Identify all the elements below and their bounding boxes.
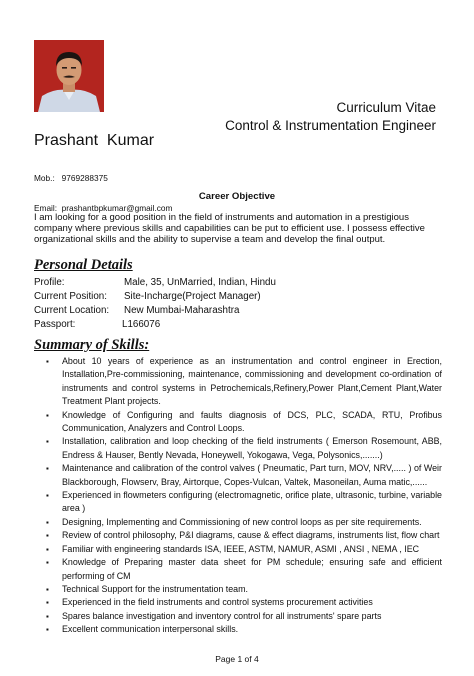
list-item (46, 529, 442, 542)
list-item (46, 409, 442, 436)
bullet-icon: ▪ (46, 625, 49, 635)
skill-text: Knowledge of Preparing master data sheet for PM schedule; ensuring safe and efficient performing of CM (62, 557, 442, 581)
personal-value: Male, 35, UnMarried, Indian, Hindu (124, 277, 276, 288)
bullet-icon: ▪ (46, 584, 49, 594)
bullet-icon: ▪ (46, 517, 49, 527)
personal-row-position (34, 291, 261, 303)
bullet-icon: ▪ (46, 410, 49, 420)
bullet-icon: ▪ (46, 464, 49, 474)
skill-text: Familiar with engineering standards ISA, IEEE, ASTM, NAMUR, ASMI , ANSI , NEMA , IEC (62, 543, 420, 554)
list-item (46, 516, 442, 529)
personal-label: Current Location: (34, 305, 110, 316)
skill-text: Spares balance investigation and inventory control for all instruments' spare parts (62, 610, 382, 621)
skill-text: Maintenance and calibration of the control valves ( Pneumatic, Part turn, MOV, NRV,..... ) of Weir Blackborough, Flowserv, Bray, Airtorque, Copes-Vulcan, Valtek, Masoneilan, Auma matic,...... (62, 463, 442, 487)
personal-details-heading: Personal Details (34, 257, 133, 273)
career-objective-heading: Career Objective (198, 191, 276, 202)
list-item (46, 610, 442, 623)
personal-label: Profile: (34, 277, 65, 288)
page-number: Page 1 of 4 (215, 654, 259, 664)
personal-row-passport (34, 319, 161, 331)
list-item (46, 543, 442, 556)
bullet-icon: ▪ (46, 357, 49, 366)
skill-text: Experienced in the field instruments and control systems procurement activities (62, 597, 373, 608)
list-item (46, 556, 442, 583)
list-item (46, 489, 442, 516)
skill-text: About 10 years of experience as an instrumentation and control engineer in Erection, Installation,Pre-commissioning, maintenance, commissioning and development co-ordination of instruments and control systems in Petrochemicals,Refinery,Power Plant,Cement Plant,Water Treatment Plant projects. (62, 356, 442, 407)
skill-text: Experienced in flowmeters configuring (electromagnetic, orifice plate, ultrasonic, turbine, variable area ) (62, 490, 442, 514)
mobile-number: Mob.: 9769288375 (34, 173, 108, 183)
personal-value: L166076 (122, 319, 161, 330)
skill-text: Knowledge of Configuring and faults diagnosis of DCS, PLC, SCADA, RTU, Profibus Communication, Analyzers and Control Loops. (62, 409, 442, 434)
bullet-icon: ▪ (46, 491, 49, 501)
personal-value: New Mumbai-Maharashtra (124, 305, 240, 316)
skills-list (46, 355, 442, 637)
list-item (46, 462, 442, 489)
personal-value: Site-Incharge(Project Manager) (124, 291, 261, 302)
bullet-icon: ▪ (46, 598, 49, 608)
bullet-icon: ▪ (46, 544, 49, 554)
skill-text: Review of control philosophy, P&I diagrams, cause & effect diagrams, instruments list, flow chart (62, 530, 440, 541)
bullet-icon: ▪ (46, 437, 49, 447)
skill-text: Technical Support for the instrumentation team. (62, 583, 248, 594)
personal-row-location (34, 305, 240, 317)
job-title: Control & Instrumentation Engineer (225, 118, 436, 133)
career-objective-text: I am looking for a good position in the field of instruments and automation in a prestigious company where previous skills and capabilities can be put to efficient use. I possess effective organizational skills and the ability to supervise a team and develop the final output. (34, 212, 425, 245)
skill-text: Installation, calibration and loop checking of the field instruments ( Emerson Rosemount, ABB, Endress & Hauser, Bently Nevada, Honeywell, Yokogawa, Vega, Polysonics,.......) (62, 436, 442, 460)
list-item (46, 596, 442, 609)
skill-text: Excellent communication interpersonal skills. (62, 624, 239, 635)
list-item (46, 623, 442, 636)
document-title: Curriculum Vitae (336, 100, 436, 115)
email-address: Email: prashantbpkumar@gmail.com (34, 203, 173, 213)
profile-photo (34, 40, 104, 112)
list-item (46, 355, 442, 409)
bullet-icon: ▪ (46, 611, 49, 621)
skills-heading: Summary of Skills: (34, 337, 150, 353)
personal-row-profile (34, 277, 276, 289)
personal-label: Passport: (34, 319, 76, 330)
list-item (46, 583, 442, 596)
list-item (46, 435, 442, 462)
skill-text: Designing, Implementing and Commissioning of new control loops as per site requirements. (62, 516, 422, 527)
bullet-icon: ▪ (46, 558, 49, 568)
personal-label: Current Position: (34, 291, 107, 302)
bullet-icon: ▪ (46, 531, 49, 541)
candidate-name: Prashant Kumar (34, 132, 155, 149)
